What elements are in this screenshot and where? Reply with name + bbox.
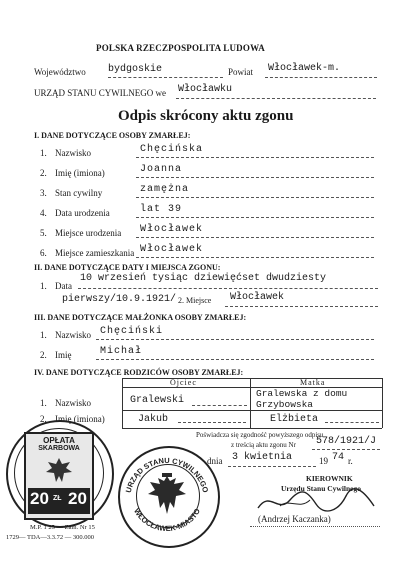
section4-heading: IV. DANE DOTYCZĄCE RODZICÓW OSOBY ZMARŁEJ: [34,368,244,377]
row-number: 1. [40,148,47,158]
office-value: Włocławku [178,84,233,95]
row-label: Data urodzenia [55,208,110,218]
death-date-line1: 10 wrzesień tysiąc dziewięćset dwudziesty [80,273,327,284]
voivodeship-line [108,77,223,78]
row-label: Nazwisko [55,330,91,340]
father-name-fill [178,422,246,423]
parents-table-bottom [122,428,382,429]
row-number: 5. [40,228,47,238]
row-underline [96,339,374,340]
certification-line1: Poświadcza się zgodność powyższego odpisu [196,431,324,439]
county-line [265,77,377,78]
revenue-stamp-currency: ZŁ [53,495,62,502]
parents-table-middle [250,378,251,428]
revenue-stamp [24,432,94,520]
row-number: 3. [40,188,47,198]
parents-row2-number: 2. [40,414,47,424]
issue-date-value: 3 kwietnia [232,452,293,463]
issue-year-prefix: 19 [319,456,328,466]
father-column-header: Ojciec [170,378,197,387]
country-name: POLSKA RZECZPOSPOLITA LUDOWA [96,43,265,53]
document-title: Odpis skrócony aktu zgonu [118,108,294,124]
row-underline [136,237,374,238]
father-surname-fill [192,405,247,406]
office-stamp-bottom-text: WŁOCŁAWEK-MIASTO [132,506,202,534]
death-place-value: Włocławek [230,292,285,303]
county-label: Powiat [228,67,254,77]
row-label: Imię [55,350,72,360]
section2-heading: II. DANE DOTYCZĄCE DATY I MIEJSCA ZGONU: [34,263,221,272]
parents-row1-label: Nazwisko [55,398,91,408]
issue-date-prefix: dnia [207,456,223,466]
death-date-line2: pierwszy/10.9.1921/ [62,294,177,305]
row-underline [136,257,374,258]
voivodeship-value: bydgoskie [108,64,163,75]
row-number: 6. [40,248,47,258]
row-label: Imię (imiona) [55,168,105,178]
revenue-stamp-value-left: 20 [30,489,49,508]
signature-title2: Urzędu Stanu Cywilnego [281,484,362,493]
death-date-label: Data [55,281,72,291]
parents-row2-label: Imię (imiona) [55,414,105,424]
row-label: Stan cywilny [55,188,103,198]
row-underline [136,217,374,218]
parents-row1-number: 1. [40,398,47,408]
row-value: Michał [100,346,143,357]
handwritten-signature [250,486,380,516]
issue-date-line [228,466,316,467]
row-value: Włocławek [140,244,204,255]
row-underline [136,177,374,178]
office-stamp-eagle-icon [146,472,188,518]
row-label: Nazwisko [55,148,91,158]
row-number: 1. [40,330,47,340]
revenue-stamp-value-right: 20 [68,489,87,508]
row-number: 2. [40,350,47,360]
parents-table-right [382,378,383,428]
parents-table-left [122,378,123,428]
parents-table-top [122,378,382,379]
signature-title1: KIEROWNIK [306,474,353,483]
revenue-stamp-text1: OPŁATA [43,436,75,445]
row-number: 2. [40,168,47,178]
revenue-stamp-text2: SKARBOWA [38,445,80,452]
row-value: Joanna [140,164,183,175]
section3-heading: III. DANE DOTYCZĄCE MAŁŻONKA OSOBY ZMARŁEJ: [34,313,247,322]
issue-year-value: 74 [332,452,345,463]
row-number: 4. [40,208,47,218]
footer-line1: M.P. 1 25 — Zam. Nr 15 [30,524,95,531]
mother-column-header: Matka [300,378,326,387]
death-date-number: 1. [40,281,47,291]
act-number: 578/1921/J [316,436,377,447]
mother-surname: Gralewska z domu Grzybowska [256,388,348,410]
row-label: Miejsce zamieszkania [55,248,135,258]
county-value: Włocławek-m. [268,63,341,74]
row-value: Chęciński [100,326,164,337]
section1-heading: I. DANE DOTYCZĄCE OSOBY ZMARŁEJ: [34,131,191,140]
signature-line [250,526,380,527]
certification-line2: z treścią aktu zgonu Nr [231,441,296,449]
row-underline [136,157,374,158]
row-underline [136,197,374,198]
row-value: Chęcińska [140,144,204,155]
death-date-underline1 [78,288,378,289]
row-value: Włocławek [140,224,204,235]
footer-line2: 1729— TDA—3.3.72 — 300.000 [6,534,94,541]
issue-year-suffix: r. [348,456,353,466]
signature-name: (Andrzej Kaczanka) [258,514,331,524]
father-name: Jakub [138,414,169,425]
row-value: zamężna [140,184,190,195]
voivodeship-label: Województwo [34,67,86,77]
row-value: lat 39 [140,204,183,215]
mother-name: Elżbieta [270,414,319,425]
office-line [176,98,376,99]
death-place-underline [225,306,378,307]
parents-table-row-line [122,410,382,411]
office-stamp-top-text: URZĄD STANU CYWILNEGO [123,455,211,494]
row-underline [96,359,374,360]
row-label: Miejsce urodzenia [55,228,122,238]
eagle-emblem-icon [44,456,74,484]
act-number-line [312,449,380,450]
office-label: URZĄD STANU CYWILNEGO we [34,88,167,98]
mother-name-fill [325,422,379,423]
father-surname: Gralewski [130,395,185,406]
death-place-label: 2. Miejsce [178,296,212,305]
